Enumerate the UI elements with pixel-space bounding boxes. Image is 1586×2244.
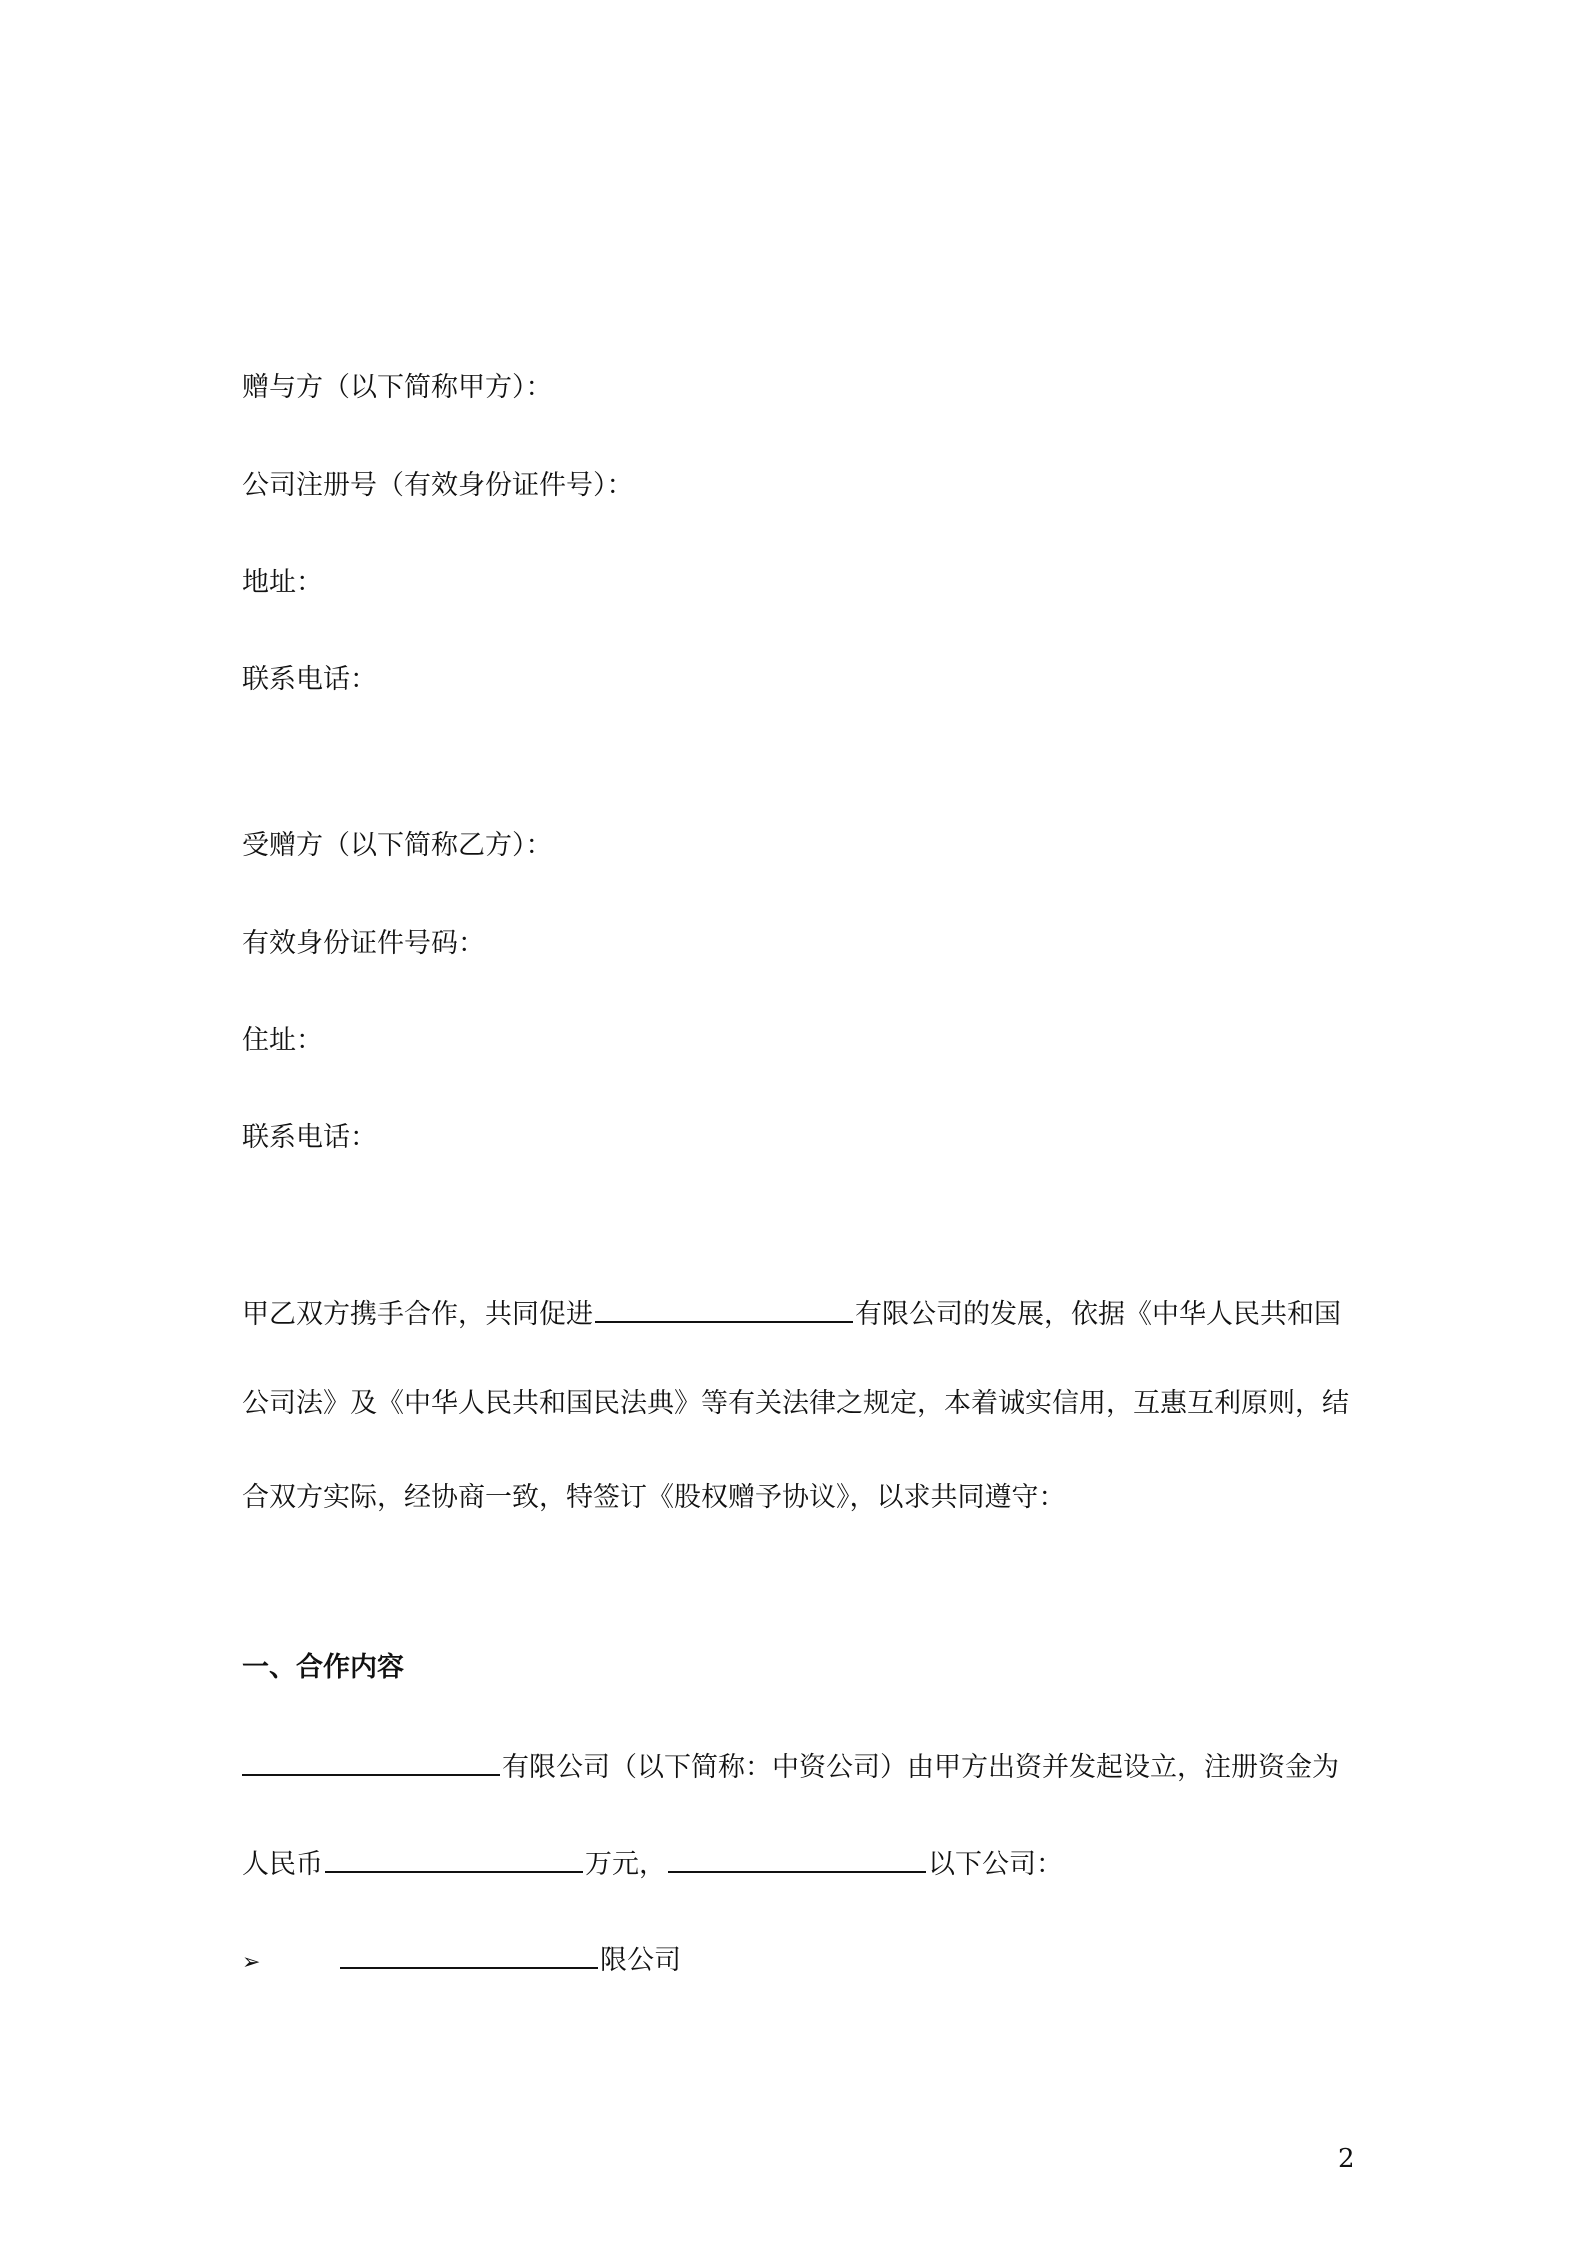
section-1-heading: 一、合作内容 [242,1652,404,1683]
recipient-id-no: 有效身份证件号码： [242,928,485,959]
bullet-item-text: 限公司 [600,1945,681,1976]
recipient-label: 受赠方（以下简称乙方）： [242,830,553,861]
preamble-line-1-end: 有限公司的发展，依据《中华人民共和国 [855,1299,1341,1330]
company-blank-2 [242,1744,500,1776]
company-name-blank [595,1291,853,1323]
arrow-bullet-icon: ➢ [242,1950,261,1975]
page-number: 2 [1338,2144,1355,2174]
preamble-line-1-start: 甲乙双方携手合作，共同促进 [242,1299,593,1330]
rmb-label: 人民币 [242,1849,323,1880]
holding-blank [668,1841,926,1873]
section-1-line-2 [242,1841,1063,1885]
donor-phone: 联系电话： [242,664,377,695]
section-1-line-1-text: 有限公司（以下简称：中资公司）由甲方出资并发起设立，注册资金为 [502,1752,1339,1783]
following-company-label: 以下公司： [928,1849,1063,1880]
recipient-phone: 联系电话： [242,1122,377,1153]
donor-reg-no: 公司注册号（有效身份证件号）： [242,470,634,501]
bullet-item [242,1937,681,1983]
donor-label: 赠与方（以下简称甲方）： [242,372,553,403]
preamble-line-1 [242,1291,1341,1335]
donor-address: 地址： [242,567,323,598]
section-1-line-1 [242,1744,1339,1788]
recipient-address: 住址： [242,1025,323,1056]
capital-amount-blank [325,1841,583,1873]
preamble-line-2: 公司法》及《中华人民共和国民法典》等有关法律之规定，本着诚实信用，互惠互利原则，结 [242,1388,1349,1419]
preamble-line-3: 合双方实际，经协商一致，特签订《股权赠予协议》，以求共同遵守： [242,1482,1066,1513]
subsidiary-blank [340,1937,598,1969]
wan-yuan-label: 万元， [585,1849,666,1880]
